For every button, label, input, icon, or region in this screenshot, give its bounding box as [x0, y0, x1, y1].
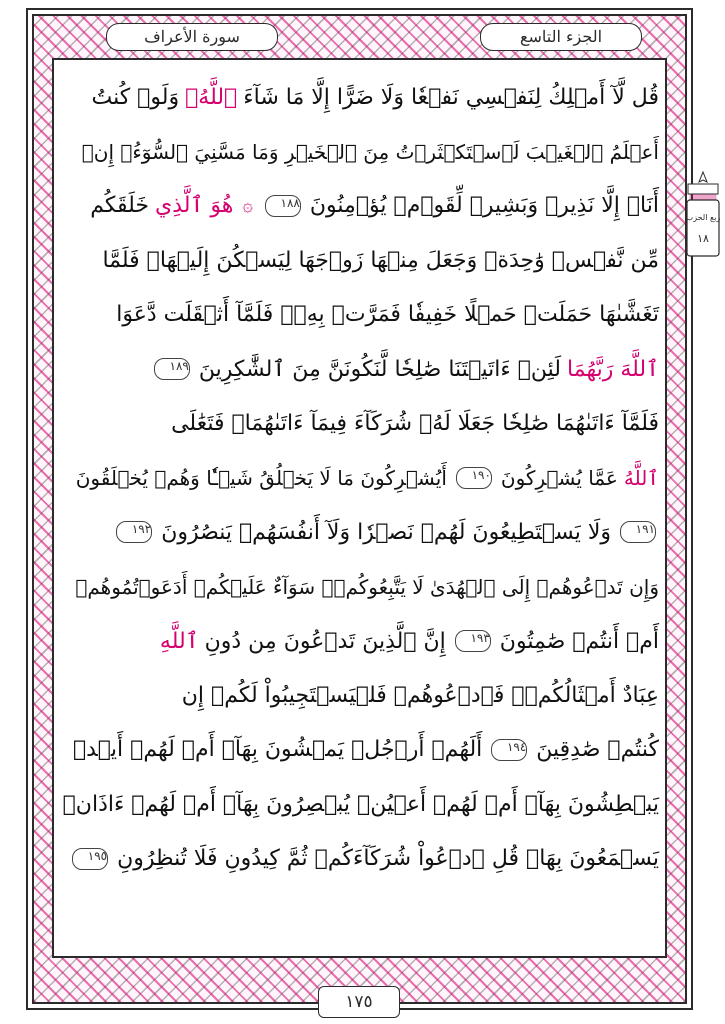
verse-line: [62, 505, 662, 559]
verse-text: وَلَا يَسۡتَطِيعُونَ لَهُمۡ نَصۡرٗا وَلَآ أَنفُسَهُمۡ يَنصُرُونَ: [161, 519, 611, 545]
verse-line: [62, 396, 662, 450]
verse-text: يَبۡطِشُونَ بِهَآۖ أَمۡ لَهُمۡ أَعۡيُنٞ يُبۡصِرُونَ بِهَآۖ أَمۡ لَهُمۡ ءَاذَانٞ: [62, 791, 659, 817]
ayah-number-marker: ١٩٣: [455, 630, 491, 652]
divine-name-text: ٱللَّهَ رَبَّهُمَا: [567, 356, 659, 382]
verse-line: [62, 723, 662, 777]
verse-text: إِنَّ ٱلَّذِينَ تَدۡعُونَ مِن دُونِ: [204, 628, 446, 654]
verse-text: أَنَا۠ إِلَّا نَذِيرٞ وَبَشِيرٞ لِّقَوۡمٖ يُؤۡمِنُونَ: [309, 193, 659, 219]
divine-name-text: هُوَ ٱلَّذِي: [155, 193, 234, 219]
divine-name-text: ٱللَّهِ: [159, 628, 199, 654]
ayah-number-marker: ١٨٨: [265, 195, 301, 217]
ayah-number-marker: ١٩٤: [491, 739, 527, 761]
ayah-number-marker: ١٩٢: [116, 521, 152, 543]
verse-line: [62, 288, 662, 342]
verse-text: وَإِن تَدۡعُوهُمۡ إِلَى ٱلۡهُدَىٰ لَا يَتَّبِعُوكُمۡۚ سَوَآءٌ عَلَيۡكُمۡ أَدَعَوۡتُمُوهُمۡ: [75, 574, 659, 599]
verse-text: أَمۡ أَنتُمۡ صَٰمِتُونَ: [499, 628, 659, 654]
hizb-marker-number: ١٨: [697, 232, 709, 245]
verse-text: أَلَهُمۡ أَرۡجُلٞ يَمۡشُونَ بِهَآۖ أَمۡ لَهُمۡ أَيۡدٖ: [72, 737, 483, 763]
verse-line: [62, 233, 662, 287]
verse-text: عِبَادٌ أَمۡثَالُكُمۡۖ فَٱدۡعُوهُمۡ فَلۡيَسۡتَجِيبُواْ لَكُمۡ إِن: [181, 682, 659, 708]
verse-text: تَغَشَّىٰهَا حَمَلَتۡ حَمۡلًا خَفِيفٗا فَمَرَّتۡ بِهِۦۖ فَلَمَّآ أَثۡقَلَت دَّعَوَا: [116, 302, 659, 328]
verse-text: خَلَقَكُم: [90, 193, 149, 219]
juz-label: الجزء التاسع: [480, 23, 642, 51]
ayah-number-marker: ١٩١: [620, 521, 656, 543]
page-number: ١٧٥: [318, 986, 400, 1018]
surah-label: سورة الأعراف: [106, 23, 278, 51]
verse-line: [62, 124, 662, 178]
verse-text: كُنتُمۡ صَٰدِقِينَ: [536, 737, 659, 763]
verse-line: [62, 70, 662, 124]
verse-text: لَئِنۡ ءَاتَيۡتَنَا صَٰلِحٗا لَّنَكُونَنَّ مِنَ ٱلشَّٰكِرِينَ: [198, 356, 562, 382]
verse-text: مِّن نَّفۡسٖ وَٰحِدَةٖ وَجَعَلَ مِنۡهَا زَوۡجَهَا لِيَسۡكُنَ إِلَيۡهَاۖ فَلَمَّا: [102, 247, 659, 273]
verse-lines: [62, 70, 662, 956]
ayah-number-marker: ١٩٥: [72, 848, 108, 870]
divine-name-text: ٱللَّهُۚ: [185, 84, 238, 110]
verse-text: عَمَّا يُشۡرِكُونَ: [500, 465, 618, 490]
verse-text: فَلَمَّآ ءَاتَىٰهُمَا صَٰلِحٗا جَعَلَا لَهُۥ شُرَكَآءَ فِيمَآ ءَاتَىٰهُمَاۚ فَتَعَٰلَى: [171, 411, 659, 437]
verse-text: أَعۡلَمُ ٱلۡغَيۡبَ لَٱسۡتَكۡثَرۡتُ مِنَ ٱلۡخَيۡرِ وَمَا مَسَّنِيَ ٱلسُّوٓءُۚ إِنۡ: [81, 139, 659, 164]
verse-line: [62, 831, 662, 885]
verse-line: [62, 451, 662, 505]
ayah-number-marker: ١٩٠: [456, 467, 492, 489]
hizb-marker-icon: [684, 170, 722, 260]
verse-line: [62, 560, 662, 614]
ayah-number-marker: ١٨٩: [154, 358, 190, 380]
verse-text: يَسۡمَعُونَ بِهَاۗ قُلِ ٱدۡعُواْ شُرَكَآءَكُمۡ ثُمَّ كِيدُونِ فَلَا تُنظِرُونِ: [117, 846, 659, 872]
verse-text: وَلَوۡ كُنتُ: [91, 84, 180, 110]
verse-line: [62, 179, 662, 233]
verse-line: [62, 668, 662, 722]
verse-text: أَيُشۡرِكُونَ مَا لَا يَخۡلُقُ شَيۡـٔٗا وَهُمۡ يُخۡلَقُونَ: [75, 465, 447, 490]
divine-name-text: ٱللَّهُ: [623, 465, 659, 490]
verse-line: [62, 777, 662, 831]
verse-line: [62, 342, 662, 396]
rub-el-hizb-icon: ۞: [242, 195, 253, 217]
verse-text: قُل لَّآ أَمۡلِكُ لِنَفۡسِي نَفۡعٗا وَلَا ضَرًّا إِلَّا مَا شَآءَ: [243, 84, 659, 110]
verse-line: [62, 614, 662, 668]
hizb-marker-label: ربع الحزب: [685, 213, 721, 222]
